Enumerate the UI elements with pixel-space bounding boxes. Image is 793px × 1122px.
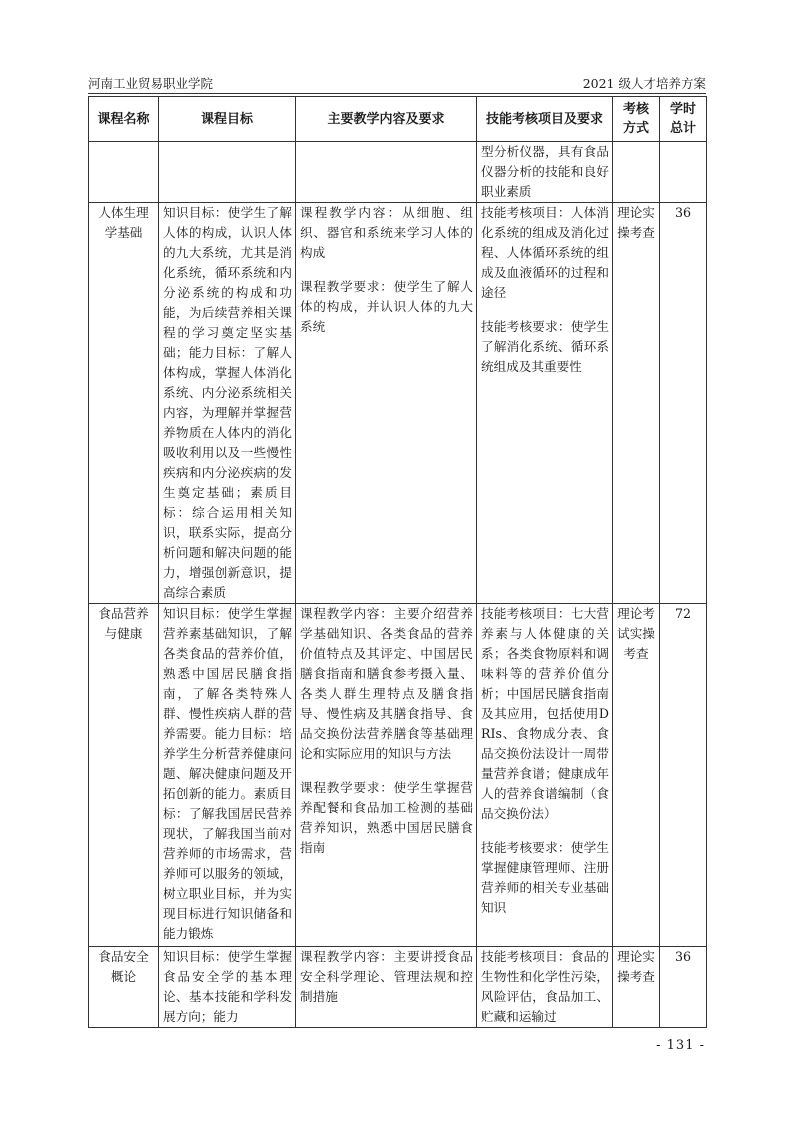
cell-goal: 知识目标：使学生掌握食品安全学的基本理论、基本技能和学科发展方向；能力 <box>159 947 296 1028</box>
cell-content: 课程教学内容：主要讲授食品安全科学理论、管理法规和控制措施 <box>296 947 477 1028</box>
cell-course <box>89 142 159 203</box>
cell-course: 人体生理学基础 <box>89 203 159 604</box>
header-rule <box>88 93 706 94</box>
cell-hours: 36 <box>660 203 707 604</box>
cell-content: 课程教学内容：主要介绍营养学基础知识、各类食品的营养价值特点及其评定、中国居民膳食指南和膳食参考摄入量、各类人群生理特点及膳食指导、慢性病及其膳食指导、食品交换份法营养膳食等基础理论和实际应用的知识与方法 课程教学要求：使学生掌握营养配餐和食品加工检测的基础营养知识，熟悉中国居民膳食指南 <box>296 604 477 947</box>
cell-content: 课程教学内容：从细胞、组织、器官和系统来学习人体的构成 课程教学要求：使学生了解人体的构成，并认识人体的九大系统 <box>296 203 477 604</box>
plan-title: 2021 级人才培养方案 <box>582 76 706 91</box>
cell-skill: 技能考核项目：人体消化系统的组成及消化过程、人体循环系统的组成及血液循环的过程和途径 技能考核要求：使学生了解消化系统、循环系统组成及其重要性 <box>477 203 613 604</box>
cell-course: 食品营养与健康 <box>89 604 159 947</box>
table-row <box>89 604 707 947</box>
table-row-continued <box>89 142 707 203</box>
course-table <box>88 96 707 1028</box>
cell-goal: 知识目标：使学生掌握营养素基础知识，了解各类食品的营养价值，熟悉中国居民膳食指南，了解各类特殊人群、慢性疾病人群的营养需要。能力目标：培养学生分析营养健康问题、解决健康问题及开拓创新的能力。素质目标：了解我国居民营养现状，了解我国当前对营养师的市场需求，营养师可以服务的领域，树立职业目标，并为实现目标进行知识储备和能力锻炼 <box>159 604 296 947</box>
cell-exam: 理论实操考查 <box>613 947 660 1028</box>
school-name: 河南工业贸易职业学院 <box>88 76 214 91</box>
cell-exam: 理论考试实操考查 <box>613 604 660 947</box>
cell-goal <box>159 142 296 203</box>
col-header-hours: 学时 总计 <box>660 97 707 142</box>
cell-content <box>296 142 477 203</box>
col-header-exam: 考核 方式 <box>613 97 660 142</box>
page-number: - 131 - <box>656 1038 705 1053</box>
cell-skill: 型分析仪器，具有食品仪器分析的技能和良好职业素质 <box>477 142 613 203</box>
cell-goal: 知识目标：使学生了解人体的构成，认识人体的九大系统，尤其是消化系统，循环系统和内分泌系统的构成和功能，为后续营养相关课程的学习奠定坚实基础；能力目标：了解人体构成，掌握人体消化系统、内分泌系统相关内容，为理解并掌握营养物质在人体内的消化吸收利用以及一些慢性疾病和内分泌疾病的发生奠定基础；素质目标：综合运用相关知识，联系实际，提高分析问题和解决问题的能力，增强创新意识，提高综合素质 <box>159 203 296 604</box>
cell-skill: 技能考核项目：七大营养素与人体健康的关系；各类食物原料和调味料等的营养价值分析；中国居民膳食指南及其应用，包括使用DRIs、食物成分表、食品交换份法设计一周带量营养食谱；健康成年人的营养食谱编制（食品交换份法） 技能考核要求：使学生掌握健康管理师、注册营养师的相关专业基础知识 <box>477 604 613 947</box>
col-header-goal: 课程目标 <box>159 97 296 142</box>
table-row <box>89 203 707 604</box>
running-header <box>88 74 706 92</box>
cell-exam <box>613 142 660 203</box>
col-header-content: 主要教学内容及要求 <box>296 97 477 142</box>
cell-hours: 72 <box>660 604 707 947</box>
cell-hours: 36 <box>660 947 707 1028</box>
col-header-skill: 技能考核项目及要求 <box>477 97 613 142</box>
cell-hours <box>660 142 707 203</box>
cell-skill: 技能考核项目：食品的生物性和化学性污染，风险评估，食品加工、贮藏和运输过 <box>477 947 613 1028</box>
col-header-course: 课程名称 <box>89 97 159 142</box>
table-row <box>89 947 707 1028</box>
table-header-row <box>89 97 707 142</box>
cell-exam: 理论实操考查 <box>613 203 660 604</box>
cell-course: 食品安全概论 <box>89 947 159 1028</box>
